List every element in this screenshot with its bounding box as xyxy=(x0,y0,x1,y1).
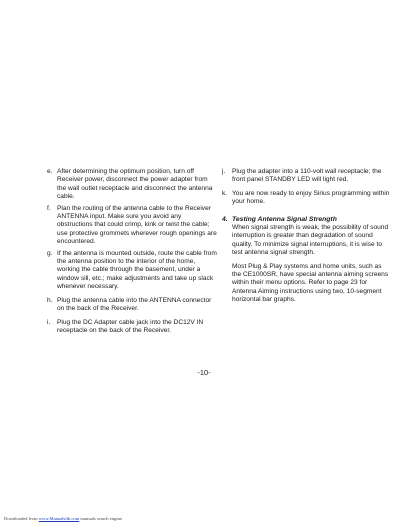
list-item-text: Plan the routing of the antenna cable to the Receiver ANTENNA input. Make sure you avoid any obstructions that could crimp, kink or twist the cable; use protective grommets wherever rough openings are encountered. xyxy=(57,204,217,246)
list-item-text: You are now ready to enjoy Sirius programming within your home. xyxy=(232,189,390,206)
list-marker: h. xyxy=(47,296,53,304)
footer-suffix: manuals search engine xyxy=(80,516,122,521)
list-item-j xyxy=(222,168,390,185)
list-marker: k. xyxy=(222,189,228,197)
section-body xyxy=(222,224,390,305)
section-paragraph: Most Plug & Play systems and home units, such as the CE1000SR, have special antenna aiming screens within their menu options. Refer to page 23 for Antenna Aiming instructions using two, 10-segment horizontal bar graphs. xyxy=(232,262,389,304)
list-item-i xyxy=(47,319,217,336)
right-column xyxy=(222,168,390,310)
section-number: 4. xyxy=(222,215,228,223)
list-item-text: After determining the optimum position, turn off Receiver power, disconnect the power adapter from the wall outlet receptacle and disconnect the antenna cable. xyxy=(57,168,213,201)
list-item-g xyxy=(47,250,217,292)
section-heading xyxy=(222,216,390,224)
list-marker: i. xyxy=(47,318,51,326)
left-column xyxy=(47,168,217,338)
list-marker: e. xyxy=(47,168,53,175)
section-paragraph: When signal strength is weak, the possibility of sound interruption is greater than degradation of sound quality. To minimize signal interruptions, it is wise to test antenna signal strength. xyxy=(232,224,389,257)
download-footer xyxy=(4,516,122,521)
list-item-f xyxy=(47,205,217,247)
page-number: -10- xyxy=(197,368,211,377)
list-item-h xyxy=(47,297,217,314)
list-item-text: Plug the antenna cable into the ANTENNA connector on the back of the Receiver. xyxy=(57,296,212,313)
list-item-text: Plug the DC Adapter cable jack into the DC12V IN receptacle on the back of the Receiver. xyxy=(57,318,204,334)
footer-prefix: Downloaded from xyxy=(4,516,38,521)
section-title: Testing Antenna Signal Strength xyxy=(232,215,337,223)
list-marker: g. xyxy=(47,249,53,257)
list-item-k xyxy=(222,190,390,207)
list-item-e xyxy=(47,168,217,202)
list-item-text: Plug the adapter into a 110-volt wall receptacle; the front panel STANDBY LED will light red. xyxy=(232,168,382,184)
list-marker: f. xyxy=(47,204,51,212)
list-item-text: If the antenna is mounted outside, route the cable from the antenna position to the interior of the home, working the cable through the basement, under a window sill, etc.; make adjustments and take up slack whenever necessary. xyxy=(57,249,217,291)
manualslib-link[interactable]: www.Manualslib.com xyxy=(38,516,80,521)
list-marker: j. xyxy=(222,168,226,175)
